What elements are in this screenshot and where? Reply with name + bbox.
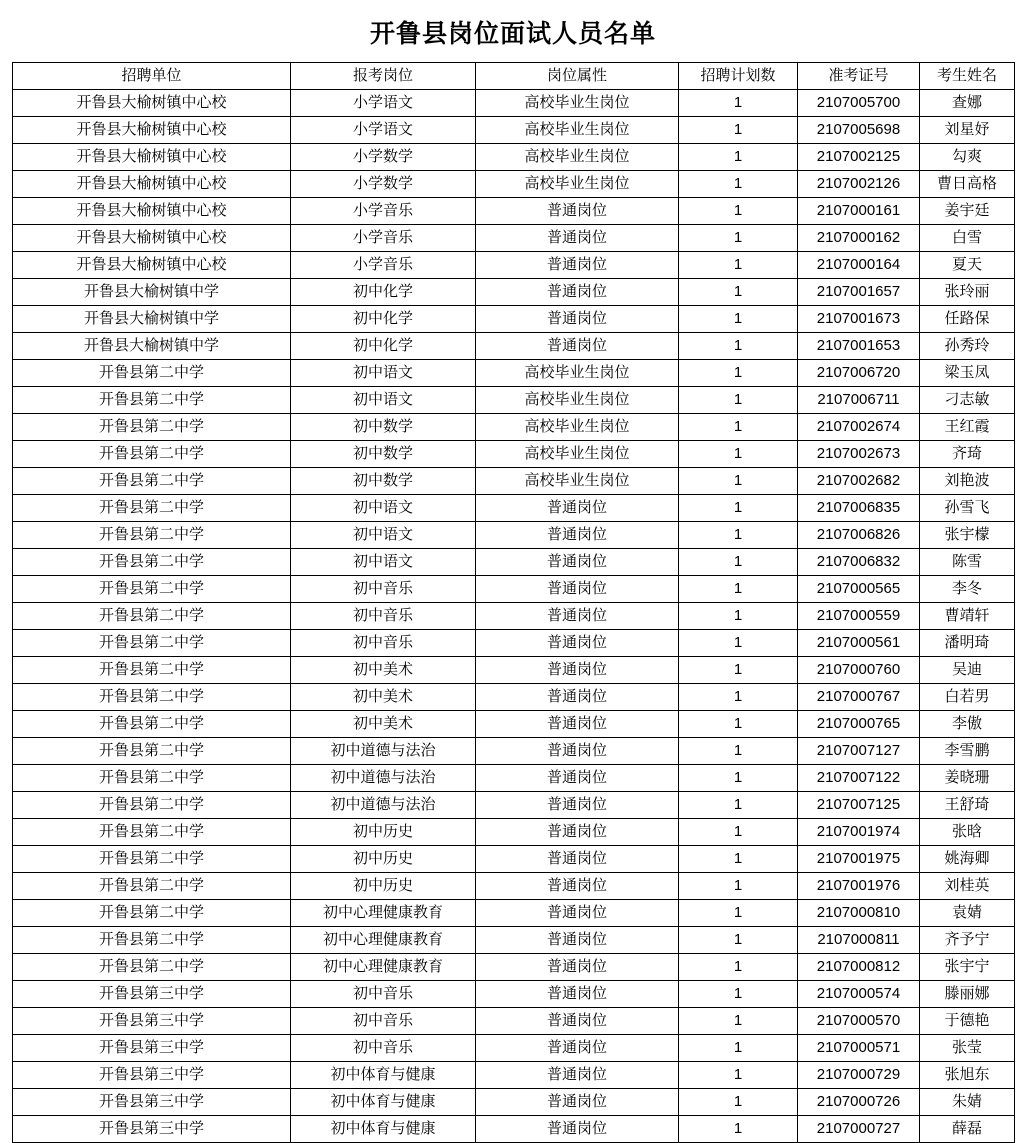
cell-post-attribute: 普通岗位	[476, 1062, 679, 1089]
cell-plan-count: 1	[679, 252, 798, 279]
cell-candidate-name: 张旭东	[920, 1062, 1015, 1089]
cell-admission-ticket: 2107000760	[798, 657, 920, 684]
cell-admission-ticket: 2107000570	[798, 1008, 920, 1035]
table-row	[13, 306, 1015, 333]
cell-admission-ticket: 2107005700	[798, 90, 920, 117]
table-row	[13, 630, 1015, 657]
cell-applied-post: 初中心理健康教育	[291, 900, 476, 927]
cell-post-attribute: 普通岗位	[476, 846, 679, 873]
table-row	[13, 198, 1015, 225]
table-row	[13, 522, 1015, 549]
cell-applied-post: 初中数学	[291, 441, 476, 468]
cell-post-attribute: 普通岗位	[476, 927, 679, 954]
cell-applied-post: 小学数学	[291, 171, 476, 198]
cell-post-attribute: 普通岗位	[476, 495, 679, 522]
cell-applied-post: 初中音乐	[291, 576, 476, 603]
cell-admission-ticket: 2107000561	[798, 630, 920, 657]
cell-admission-ticket: 2107006826	[798, 522, 920, 549]
cell-applied-post: 初中美术	[291, 711, 476, 738]
cell-post-attribute: 普通岗位	[476, 711, 679, 738]
cell-applied-post: 初中道德与法治	[291, 765, 476, 792]
table-body	[13, 90, 1015, 1143]
cell-admission-ticket: 2107006711	[798, 387, 920, 414]
cell-recruiting-unit: 开鲁县第二中学	[13, 927, 291, 954]
cell-plan-count: 1	[679, 576, 798, 603]
cell-post-attribute: 高校毕业生岗位	[476, 144, 679, 171]
cell-applied-post: 初中音乐	[291, 603, 476, 630]
cell-recruiting-unit: 开鲁县大榆树镇中心校	[13, 171, 291, 198]
cell-recruiting-unit: 开鲁县第二中学	[13, 738, 291, 765]
table-row	[13, 441, 1015, 468]
cell-candidate-name: 王舒琦	[920, 792, 1015, 819]
cell-plan-count: 1	[679, 333, 798, 360]
table-row	[13, 495, 1015, 522]
table-row	[13, 1089, 1015, 1116]
cell-candidate-name: 夏天	[920, 252, 1015, 279]
cell-plan-count: 1	[679, 495, 798, 522]
page-title: 开鲁县岗位面试人员名单	[369, 19, 656, 48]
cell-plan-count: 1	[679, 1062, 798, 1089]
cell-recruiting-unit: 开鲁县第二中学	[13, 954, 291, 981]
cell-post-attribute: 普通岗位	[476, 306, 679, 333]
table-row	[13, 252, 1015, 279]
table-row	[13, 171, 1015, 198]
cell-recruiting-unit: 开鲁县大榆树镇中心校	[13, 225, 291, 252]
table-row	[13, 1116, 1015, 1143]
cell-candidate-name: 薛磊	[920, 1116, 1015, 1143]
cell-post-attribute: 普通岗位	[476, 522, 679, 549]
column-header-recruiting-unit: 招聘单位	[13, 63, 291, 90]
cell-plan-count: 1	[679, 117, 798, 144]
cell-candidate-name: 刘星妤	[920, 117, 1015, 144]
cell-applied-post: 小学数学	[291, 144, 476, 171]
cell-plan-count: 1	[679, 387, 798, 414]
cell-post-attribute: 普通岗位	[476, 225, 679, 252]
cell-plan-count: 1	[679, 306, 798, 333]
cell-plan-count: 1	[679, 1008, 798, 1035]
cell-admission-ticket: 2107000726	[798, 1089, 920, 1116]
cell-recruiting-unit: 开鲁县第二中学	[13, 360, 291, 387]
cell-admission-ticket: 2107006720	[798, 360, 920, 387]
cell-applied-post: 初中语文	[291, 495, 476, 522]
cell-plan-count: 1	[679, 603, 798, 630]
cell-candidate-name: 潘明琦	[920, 630, 1015, 657]
cell-recruiting-unit: 开鲁县第二中学	[13, 630, 291, 657]
table-row	[13, 765, 1015, 792]
cell-admission-ticket: 2107001653	[798, 333, 920, 360]
cell-candidate-name: 张莹	[920, 1035, 1015, 1062]
table-row	[13, 873, 1015, 900]
table-row	[13, 360, 1015, 387]
cell-candidate-name: 张晗	[920, 819, 1015, 846]
cell-applied-post: 初中心理健康教育	[291, 927, 476, 954]
cell-recruiting-unit: 开鲁县大榆树镇中学	[13, 333, 291, 360]
table-row	[13, 387, 1015, 414]
cell-plan-count: 1	[679, 171, 798, 198]
column-header-post-attribute: 岗位属性	[476, 63, 679, 90]
table-row	[13, 1008, 1015, 1035]
cell-recruiting-unit: 开鲁县第二中学	[13, 900, 291, 927]
cell-plan-count: 1	[679, 1116, 798, 1143]
cell-candidate-name: 白若男	[920, 684, 1015, 711]
cell-applied-post: 初中历史	[291, 819, 476, 846]
cell-recruiting-unit: 开鲁县第二中学	[13, 873, 291, 900]
cell-candidate-name: 张宇檬	[920, 522, 1015, 549]
cell-plan-count: 1	[679, 1089, 798, 1116]
cell-recruiting-unit: 开鲁县第三中学	[13, 1116, 291, 1143]
cell-candidate-name: 滕丽娜	[920, 981, 1015, 1008]
cell-post-attribute: 普通岗位	[476, 252, 679, 279]
cell-admission-ticket: 2107007122	[798, 765, 920, 792]
cell-post-attribute: 普通岗位	[476, 630, 679, 657]
cell-admission-ticket: 2107005698	[798, 117, 920, 144]
table-row	[13, 144, 1015, 171]
column-header-applied-post: 报考岗位	[291, 63, 476, 90]
cell-plan-count: 1	[679, 522, 798, 549]
cell-post-attribute: 高校毕业生岗位	[476, 414, 679, 441]
cell-recruiting-unit: 开鲁县第二中学	[13, 711, 291, 738]
cell-applied-post: 初中数学	[291, 414, 476, 441]
cell-plan-count: 1	[679, 549, 798, 576]
cell-applied-post: 小学语文	[291, 90, 476, 117]
cell-applied-post: 小学语文	[291, 117, 476, 144]
cell-plan-count: 1	[679, 711, 798, 738]
cell-candidate-name: 曹靖轩	[920, 603, 1015, 630]
cell-candidate-name: 李冬	[920, 576, 1015, 603]
table-row	[13, 846, 1015, 873]
cell-recruiting-unit: 开鲁县第二中学	[13, 495, 291, 522]
cell-recruiting-unit: 开鲁县第三中学	[13, 981, 291, 1008]
cell-applied-post: 初中美术	[291, 684, 476, 711]
cell-admission-ticket: 2107000162	[798, 225, 920, 252]
table-row	[13, 333, 1015, 360]
cell-candidate-name: 王红霞	[920, 414, 1015, 441]
cell-recruiting-unit: 开鲁县大榆树镇中心校	[13, 90, 291, 117]
cell-applied-post: 初中道德与法治	[291, 738, 476, 765]
cell-admission-ticket: 2107001975	[798, 846, 920, 873]
cell-post-attribute: 普通岗位	[476, 765, 679, 792]
cell-recruiting-unit: 开鲁县大榆树镇中心校	[13, 144, 291, 171]
cell-candidate-name: 袁婧	[920, 900, 1015, 927]
cell-admission-ticket: 2107007127	[798, 738, 920, 765]
cell-post-attribute: 高校毕业生岗位	[476, 360, 679, 387]
cell-candidate-name: 李雪鹏	[920, 738, 1015, 765]
cell-plan-count: 1	[679, 819, 798, 846]
cell-post-attribute: 普通岗位	[476, 279, 679, 306]
table-row	[13, 711, 1015, 738]
cell-admission-ticket: 2107000729	[798, 1062, 920, 1089]
cell-post-attribute: 普通岗位	[476, 954, 679, 981]
cell-applied-post: 初中历史	[291, 873, 476, 900]
cell-post-attribute: 普通岗位	[476, 603, 679, 630]
cell-post-attribute: 普通岗位	[476, 792, 679, 819]
cell-plan-count: 1	[679, 1035, 798, 1062]
cell-candidate-name: 齐琦	[920, 441, 1015, 468]
cell-post-attribute: 高校毕业生岗位	[476, 441, 679, 468]
table-row	[13, 1062, 1015, 1089]
cell-recruiting-unit: 开鲁县第二中学	[13, 522, 291, 549]
table-row	[13, 954, 1015, 981]
cell-admission-ticket: 2107001657	[798, 279, 920, 306]
table-header-row	[13, 63, 1015, 90]
cell-candidate-name: 张玲丽	[920, 279, 1015, 306]
table-row	[13, 117, 1015, 144]
cell-post-attribute: 普通岗位	[476, 657, 679, 684]
cell-post-attribute: 普通岗位	[476, 576, 679, 603]
cell-candidate-name: 曹日高格	[920, 171, 1015, 198]
cell-candidate-name: 李傲	[920, 711, 1015, 738]
cell-post-attribute: 普通岗位	[476, 1116, 679, 1143]
cell-candidate-name: 吴迪	[920, 657, 1015, 684]
cell-plan-count: 1	[679, 468, 798, 495]
cell-applied-post: 初中音乐	[291, 630, 476, 657]
cell-candidate-name: 姚海卿	[920, 846, 1015, 873]
cell-candidate-name: 刘桂英	[920, 873, 1015, 900]
cell-candidate-name: 陈雪	[920, 549, 1015, 576]
cell-admission-ticket: 2107000765	[798, 711, 920, 738]
table-row	[13, 468, 1015, 495]
cell-plan-count: 1	[679, 90, 798, 117]
cell-applied-post: 初中体育与健康	[291, 1089, 476, 1116]
cell-post-attribute: 普通岗位	[476, 900, 679, 927]
cell-candidate-name: 姜宇廷	[920, 198, 1015, 225]
cell-admission-ticket: 2107007125	[798, 792, 920, 819]
cell-admission-ticket: 2107000559	[798, 603, 920, 630]
cell-admission-ticket: 2107001976	[798, 873, 920, 900]
cell-candidate-name: 孙雪飞	[920, 495, 1015, 522]
cell-post-attribute: 普通岗位	[476, 738, 679, 765]
cell-applied-post: 初中化学	[291, 279, 476, 306]
cell-admission-ticket: 2107000812	[798, 954, 920, 981]
cell-candidate-name: 孙秀玲	[920, 333, 1015, 360]
cell-recruiting-unit: 开鲁县第二中学	[13, 576, 291, 603]
cell-plan-count: 1	[679, 360, 798, 387]
cell-plan-count: 1	[679, 846, 798, 873]
cell-recruiting-unit: 开鲁县第二中学	[13, 468, 291, 495]
cell-candidate-name: 刁志敏	[920, 387, 1015, 414]
cell-plan-count: 1	[679, 792, 798, 819]
table-row	[13, 279, 1015, 306]
table-row	[13, 603, 1015, 630]
cell-plan-count: 1	[679, 441, 798, 468]
table-row	[13, 981, 1015, 1008]
cell-applied-post: 初中语文	[291, 360, 476, 387]
cell-admission-ticket: 2107002126	[798, 171, 920, 198]
cell-applied-post: 初中美术	[291, 657, 476, 684]
cell-recruiting-unit: 开鲁县第二中学	[13, 765, 291, 792]
table-row	[13, 414, 1015, 441]
cell-admission-ticket: 2107001974	[798, 819, 920, 846]
cell-recruiting-unit: 开鲁县第三中学	[13, 1008, 291, 1035]
column-header-candidate-name: 考生姓名	[920, 63, 1015, 90]
cell-recruiting-unit: 开鲁县大榆树镇中心校	[13, 252, 291, 279]
cell-post-attribute: 高校毕业生岗位	[476, 117, 679, 144]
column-header-plan-count: 招聘计划数	[679, 63, 798, 90]
cell-recruiting-unit: 开鲁县第二中学	[13, 792, 291, 819]
cell-recruiting-unit: 开鲁县第三中学	[13, 1089, 291, 1116]
cell-plan-count: 1	[679, 684, 798, 711]
cell-recruiting-unit: 开鲁县第二中学	[13, 414, 291, 441]
cell-candidate-name: 张宇宁	[920, 954, 1015, 981]
cell-plan-count: 1	[679, 225, 798, 252]
interview-roster-table	[12, 62, 1015, 1143]
cell-admission-ticket: 2107006832	[798, 549, 920, 576]
cell-plan-count: 1	[679, 630, 798, 657]
cell-plan-count: 1	[679, 738, 798, 765]
cell-plan-count: 1	[679, 765, 798, 792]
cell-recruiting-unit: 开鲁县第三中学	[13, 1062, 291, 1089]
cell-post-attribute: 普通岗位	[476, 819, 679, 846]
cell-applied-post: 初中音乐	[291, 981, 476, 1008]
cell-post-attribute: 普通岗位	[476, 981, 679, 1008]
cell-post-attribute: 高校毕业生岗位	[476, 387, 679, 414]
cell-candidate-name: 姜晓珊	[920, 765, 1015, 792]
cell-post-attribute: 高校毕业生岗位	[476, 90, 679, 117]
cell-plan-count: 1	[679, 981, 798, 1008]
table-row	[13, 684, 1015, 711]
cell-recruiting-unit: 开鲁县第二中学	[13, 846, 291, 873]
cell-post-attribute: 高校毕业生岗位	[476, 171, 679, 198]
cell-plan-count: 1	[679, 954, 798, 981]
cell-recruiting-unit: 开鲁县第二中学	[13, 657, 291, 684]
cell-recruiting-unit: 开鲁县第二中学	[13, 387, 291, 414]
cell-applied-post: 小学音乐	[291, 198, 476, 225]
cell-applied-post: 初中音乐	[291, 1008, 476, 1035]
cell-recruiting-unit: 开鲁县第二中学	[13, 441, 291, 468]
cell-applied-post: 初中语文	[291, 387, 476, 414]
cell-plan-count: 1	[679, 279, 798, 306]
cell-candidate-name: 于德艳	[920, 1008, 1015, 1035]
cell-plan-count: 1	[679, 198, 798, 225]
cell-admission-ticket: 2107000811	[798, 927, 920, 954]
cell-candidate-name: 查娜	[920, 90, 1015, 117]
cell-applied-post: 初中语文	[291, 522, 476, 549]
table-row	[13, 900, 1015, 927]
cell-applied-post: 小学音乐	[291, 252, 476, 279]
cell-admission-ticket: 2107000767	[798, 684, 920, 711]
cell-candidate-name: 勾爽	[920, 144, 1015, 171]
table-row	[13, 225, 1015, 252]
cell-applied-post: 初中化学	[291, 306, 476, 333]
cell-candidate-name: 齐予宁	[920, 927, 1015, 954]
cell-post-attribute: 普通岗位	[476, 684, 679, 711]
cell-admission-ticket: 2107000810	[798, 900, 920, 927]
cell-plan-count: 1	[679, 414, 798, 441]
cell-recruiting-unit: 开鲁县大榆树镇中心校	[13, 117, 291, 144]
cell-post-attribute: 普通岗位	[476, 198, 679, 225]
cell-recruiting-unit: 开鲁县第二中学	[13, 549, 291, 576]
column-header-admission-ticket: 准考证号	[798, 63, 920, 90]
cell-post-attribute: 高校毕业生岗位	[476, 468, 679, 495]
cell-applied-post: 初中数学	[291, 468, 476, 495]
cell-candidate-name: 刘艳波	[920, 468, 1015, 495]
cell-post-attribute: 普通岗位	[476, 1035, 679, 1062]
cell-recruiting-unit: 开鲁县第二中学	[13, 819, 291, 846]
cell-admission-ticket: 2107006835	[798, 495, 920, 522]
table-row	[13, 657, 1015, 684]
cell-recruiting-unit: 开鲁县第三中学	[13, 1035, 291, 1062]
cell-plan-count: 1	[679, 144, 798, 171]
cell-admission-ticket: 2107001673	[798, 306, 920, 333]
cell-applied-post: 小学音乐	[291, 225, 476, 252]
cell-post-attribute: 普通岗位	[476, 1089, 679, 1116]
cell-applied-post: 初中心理健康教育	[291, 954, 476, 981]
cell-post-attribute: 普通岗位	[476, 1008, 679, 1035]
cell-admission-ticket: 2107002673	[798, 441, 920, 468]
cell-plan-count: 1	[679, 900, 798, 927]
cell-admission-ticket: 2107002125	[798, 144, 920, 171]
table-row	[13, 576, 1015, 603]
cell-recruiting-unit: 开鲁县第二中学	[13, 603, 291, 630]
cell-post-attribute: 普通岗位	[476, 333, 679, 360]
cell-admission-ticket: 2107000574	[798, 981, 920, 1008]
cell-candidate-name: 白雪	[920, 225, 1015, 252]
table-row	[13, 792, 1015, 819]
cell-recruiting-unit: 开鲁县第二中学	[13, 684, 291, 711]
cell-candidate-name: 朱婧	[920, 1089, 1015, 1116]
cell-admission-ticket: 2107000727	[798, 1116, 920, 1143]
cell-applied-post: 初中化学	[291, 333, 476, 360]
cell-applied-post: 初中历史	[291, 846, 476, 873]
table-row	[13, 90, 1015, 117]
cell-admission-ticket: 2107000161	[798, 198, 920, 225]
table-row	[13, 927, 1015, 954]
cell-post-attribute: 普通岗位	[476, 549, 679, 576]
cell-admission-ticket: 2107000164	[798, 252, 920, 279]
cell-candidate-name: 梁玉凤	[920, 360, 1015, 387]
cell-admission-ticket: 2107000565	[798, 576, 920, 603]
table-row	[13, 549, 1015, 576]
cell-applied-post: 初中音乐	[291, 1035, 476, 1062]
cell-plan-count: 1	[679, 657, 798, 684]
cell-applied-post: 初中语文	[291, 549, 476, 576]
cell-post-attribute: 普通岗位	[476, 873, 679, 900]
cell-recruiting-unit: 开鲁县大榆树镇中心校	[13, 198, 291, 225]
table-row	[13, 1035, 1015, 1062]
table-row	[13, 738, 1015, 765]
cell-applied-post: 初中体育与健康	[291, 1062, 476, 1089]
cell-admission-ticket: 2107002682	[798, 468, 920, 495]
cell-plan-count: 1	[679, 873, 798, 900]
cell-recruiting-unit: 开鲁县大榆树镇中学	[13, 279, 291, 306]
cell-applied-post: 初中体育与健康	[291, 1116, 476, 1143]
cell-admission-ticket: 2107002674	[798, 414, 920, 441]
table-row	[13, 819, 1015, 846]
cell-candidate-name: 任路保	[920, 306, 1015, 333]
cell-applied-post: 初中道德与法治	[291, 792, 476, 819]
cell-plan-count: 1	[679, 927, 798, 954]
cell-recruiting-unit: 开鲁县大榆树镇中学	[13, 306, 291, 333]
table-header	[13, 63, 1015, 90]
cell-admission-ticket: 2107000571	[798, 1035, 920, 1062]
